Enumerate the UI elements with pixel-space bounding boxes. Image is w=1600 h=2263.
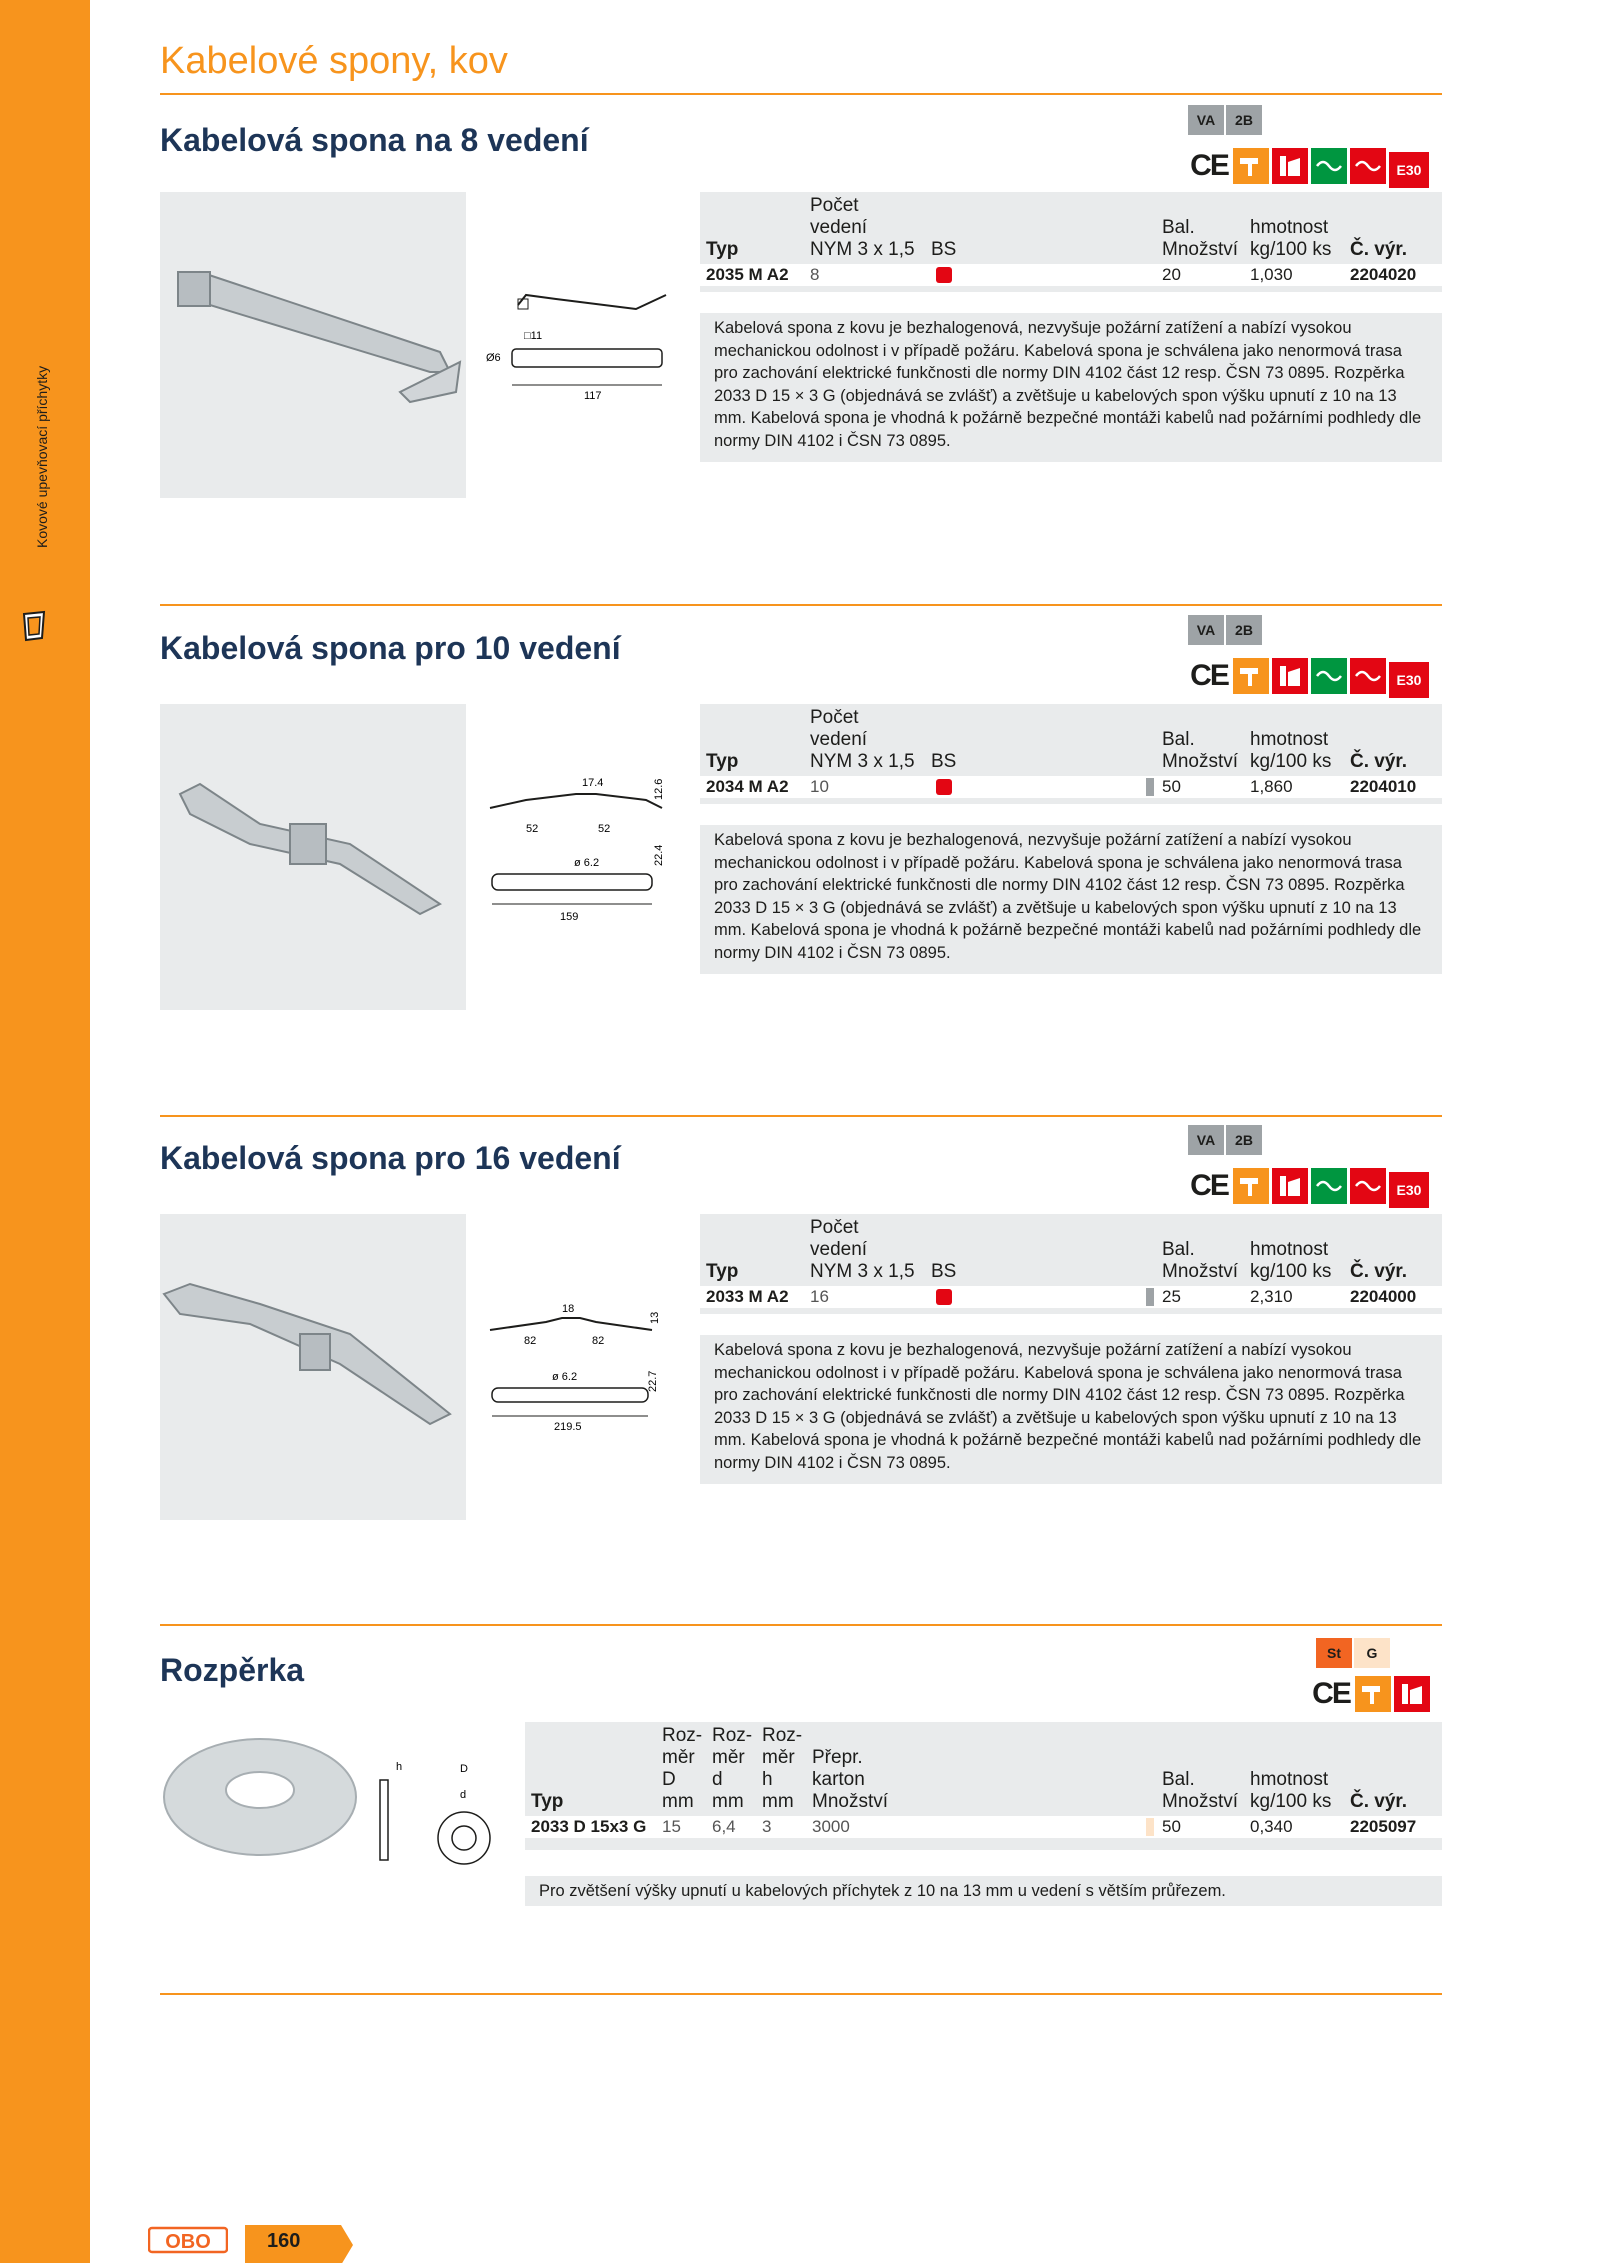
col-header: NYM 3 x 1,5 <box>810 239 915 260</box>
ce-icon: CE <box>1310 1676 1352 1712</box>
col-header: NYM 3 x 1,5 <box>810 751 915 772</box>
code-cell: 2204020 <box>1350 265 1417 284</box>
page-number: 160 <box>267 2230 301 2252</box>
dim-label: ø 6.2 <box>574 857 600 869</box>
certification-icons <box>1188 1164 1429 1208</box>
fire-protection-icon <box>1272 148 1308 184</box>
section-rule <box>160 93 1442 95</box>
col-header-type: Typ <box>706 1261 739 1282</box>
sidebar-label: Kovové upevňovací příchytky <box>34 365 50 548</box>
product-photo <box>160 192 466 498</box>
material-badge: St <box>1316 1638 1352 1668</box>
col-header: kg/100 ks <box>1250 1791 1332 1812</box>
product-description: Kabelová spona z kovu je bezhalogenová, nezvyšuje požární zatížení a nabízí vysokou mechanickou odolnost i v případě požáru. Kabelová spona je schválena jako nenormová trasa pro zachování elektrické funkčnosti dle normy DIN 4102 část 12 resp. ČSN 73 0895. Rozpěrka 2033 D 15 × 3 G (objednává se zvlášť) a zvětšuje u kabelových spon výšku upnutí z 10 na 13 mm. Kabelová spona je vhodná k požárně bezpečné montáži kabelů nad požárními podhledy dle normy DIN 4102 i ČSN 73 0895. <box>700 825 1442 974</box>
weight-cell: 0,340 <box>1250 1817 1293 1836</box>
col-header: Počet <box>810 195 859 216</box>
code-cell: 2204000 <box>1350 1287 1417 1306</box>
technical-drawing <box>486 285 676 420</box>
obo-logo <box>148 2225 228 2255</box>
col-header: mm <box>762 1791 794 1812</box>
dim-label: □11 <box>524 330 543 342</box>
type-cell: 2033 M A2 <box>706 1287 789 1306</box>
section-rule <box>160 1115 1442 1117</box>
sidebar <box>0 0 90 2263</box>
fire-icon <box>936 779 952 795</box>
col-header: Č. výr. <box>1350 1791 1408 1812</box>
row-marker <box>1146 778 1154 796</box>
col-header: Bal. <box>1162 217 1195 238</box>
type-cell: 2035 M A2 <box>706 265 789 284</box>
col-header: Počet <box>810 707 859 728</box>
dim-label: 82 <box>524 1335 537 1347</box>
section-rule <box>160 604 1442 606</box>
table-row <box>700 1286 1442 1308</box>
dim-label: 17.4 <box>582 777 604 789</box>
col-header: Roz- <box>762 1725 803 1746</box>
hammer-icon <box>1355 1676 1391 1712</box>
section-title: Kabelová spona pro 16 vedení <box>160 1140 621 1176</box>
col-header: vedení <box>810 217 868 238</box>
material-badges <box>1188 615 1262 645</box>
outdoor-icon <box>1311 1168 1347 1204</box>
code-cell: 2204010 <box>1350 777 1417 796</box>
material-badges <box>1188 1125 1262 1155</box>
col-header: kg/100 ks <box>1250 1261 1332 1282</box>
col-header: měr <box>762 1747 795 1768</box>
certification-icons <box>1310 1676 1430 1712</box>
material-badge: VA <box>1188 615 1224 645</box>
fire-protection-icon <box>1272 1168 1308 1204</box>
table-row <box>525 1816 1442 1838</box>
product-photo <box>160 704 466 1010</box>
col-header: vedení <box>810 1239 868 1260</box>
finish-badge: G <box>1354 1638 1390 1668</box>
weight-cell: 1,030 <box>1250 265 1293 284</box>
pack-cell: 50 <box>1162 777 1181 796</box>
col-header: BS <box>931 751 957 772</box>
certification-icons <box>1188 144 1429 188</box>
fire-icon <box>936 267 952 283</box>
dim-label: 22.7 <box>647 1370 659 1392</box>
product-table <box>700 704 1442 804</box>
fire-icon <box>936 1289 952 1305</box>
col-header: NYM 3 x 1,5 <box>810 1261 915 1282</box>
col-header: Počet <box>810 1217 859 1238</box>
col-header: Roz- <box>712 1725 753 1746</box>
col-header: Roz- <box>662 1725 703 1746</box>
ce-icon: CE <box>1188 658 1230 694</box>
col-header: měr <box>712 1747 745 1768</box>
section-title: Kabelová spona na 8 vedení <box>160 122 589 158</box>
ce-icon: CE <box>1188 148 1230 184</box>
section-rule <box>160 1993 1442 1995</box>
hammer-icon <box>1233 148 1269 184</box>
pack-cell: 20 <box>1162 265 1181 284</box>
col-header: mm <box>662 1791 694 1812</box>
col-header: kg/100 ks <box>1250 751 1332 772</box>
col-header: vedení <box>810 729 868 750</box>
finish-badge: 2B <box>1226 1125 1262 1155</box>
halogen-free-icon <box>1350 148 1386 184</box>
e30-badge: E30 <box>1389 152 1429 188</box>
col-header: hmotnost <box>1250 729 1329 750</box>
technical-drawing <box>486 770 676 940</box>
material-badge: VA <box>1188 105 1224 135</box>
col-header: hmotnost <box>1250 1239 1329 1260</box>
weight-cell: 1,860 <box>1250 777 1293 796</box>
col-header: Množství <box>1162 1791 1239 1812</box>
col-header: Bal. <box>1162 729 1195 750</box>
certification-icons <box>1188 654 1429 698</box>
dim-label: h <box>396 1761 403 1773</box>
halogen-free-icon <box>1350 1168 1386 1204</box>
col-header-type: Typ <box>531 1791 564 1812</box>
dim-label: 22.4 <box>653 844 665 866</box>
cable-clip-icon <box>20 606 50 646</box>
product-description: Pro zvětšení výšky upnutí u kabelových příchytek z 10 na 13 mm u vedení s větším průřezem. <box>525 1876 1442 1906</box>
count-cell: 8 <box>810 265 820 284</box>
e30-badge: E30 <box>1389 1172 1429 1208</box>
e30-badge: E30 <box>1389 662 1429 698</box>
col-header: Bal. <box>1162 1239 1195 1260</box>
type-cell: 2034 M A2 <box>706 777 789 796</box>
col-header: d <box>712 1769 723 1790</box>
code-cell: 2205097 <box>1350 1817 1417 1836</box>
fire-protection-icon <box>1394 1676 1430 1712</box>
dim-label: d <box>460 1789 467 1801</box>
col-header: Množství <box>1162 751 1239 772</box>
material-badge: VA <box>1188 1125 1224 1155</box>
product-description: Kabelová spona z kovu je bezhalogenová, nezvyšuje požární zatížení a nabízí vysokou mechanickou odolnost i v případě požáru. Kabelová spona je schválena jako nenormová trasa pro zachování elektrické funkčnosti dle normy DIN 4102 část 12 resp. ČSN 73 0895. Rozpěrka 2033 D 15 × 3 G (objednává se zvlášť) a zvětšuje u kabelových spon výšku upnutí z 10 na 13 mm. Kabelová spona je vhodná k požárně bezpečné montáži kabelů nad požárními podhledy dle normy DIN 4102 i ČSN 73 0895. <box>700 313 1442 462</box>
product-photo <box>160 1214 466 1520</box>
product-table <box>525 1722 1442 1850</box>
dim-label: Ø6 <box>486 352 501 364</box>
ce-icon: CE <box>1188 1168 1230 1204</box>
product-photo <box>160 1722 360 1872</box>
dim-label: 12.6 <box>653 778 665 800</box>
weight-cell: 2,310 <box>1250 1287 1293 1306</box>
dim-label: 117 <box>584 390 602 402</box>
technical-drawing <box>368 1758 508 1868</box>
dim-label: 52 <box>598 823 611 835</box>
inner-diameter-cell: 6,4 <box>712 1817 736 1836</box>
outdoor-icon <box>1311 658 1347 694</box>
pack-cell: 25 <box>1162 1287 1181 1306</box>
product-table <box>700 192 1442 292</box>
dim-label: ø 6.2 <box>552 1371 578 1383</box>
outer-diameter-cell: 15 <box>662 1817 681 1836</box>
col-header: Bal. <box>1162 1769 1195 1790</box>
col-header: karton <box>812 1769 865 1790</box>
fire-protection-icon <box>1272 658 1308 694</box>
col-header: Množství <box>1162 1261 1239 1282</box>
col-header: h <box>762 1769 773 1790</box>
finish-badge: 2B <box>1226 615 1262 645</box>
row-marker <box>1146 1288 1154 1306</box>
product-table <box>700 1214 1442 1314</box>
finish-badge: 2B <box>1226 105 1262 135</box>
material-badges <box>1316 1638 1390 1668</box>
col-header: Množství <box>1162 239 1239 260</box>
page-title: Kabelové spony, kov <box>160 40 508 82</box>
row-marker <box>1146 1818 1154 1836</box>
col-header: Množství <box>812 1791 889 1812</box>
type-cell: 2033 D 15x3 G <box>531 1817 647 1836</box>
col-header: mm <box>712 1791 744 1812</box>
col-header: měr <box>662 1747 695 1768</box>
dim-label: 18 <box>562 1303 575 1315</box>
count-cell: 10 <box>810 777 829 796</box>
hammer-icon <box>1233 1168 1269 1204</box>
section-title: Rozpěrka <box>160 1652 305 1688</box>
material-badges <box>1188 105 1262 135</box>
dim-label: 52 <box>526 823 539 835</box>
col-header: hmotnost <box>1250 217 1329 238</box>
logo-text: OBO <box>165 2231 211 2253</box>
dim-label: 82 <box>592 1335 605 1347</box>
col-header: kg/100 ks <box>1250 239 1332 260</box>
carton-cell: 3000 <box>812 1817 850 1836</box>
section-rule <box>160 1624 1442 1626</box>
pack-cell: 50 <box>1162 1817 1181 1836</box>
col-header: BS <box>931 239 957 260</box>
dim-label: 219.5 <box>554 1421 582 1433</box>
technical-drawing <box>486 1300 676 1440</box>
table-row <box>700 776 1442 798</box>
dim-label: 13 <box>649 1311 661 1324</box>
col-header: Č. výr. <box>1350 1261 1408 1282</box>
col-header: D <box>662 1769 676 1790</box>
halogen-free-icon <box>1350 658 1386 694</box>
col-header: BS <box>931 1261 957 1282</box>
outdoor-icon <box>1311 148 1347 184</box>
col-header: Č. výr. <box>1350 751 1408 772</box>
dim-label: 159 <box>560 911 579 923</box>
col-header-type: Typ <box>706 239 739 260</box>
count-cell: 16 <box>810 1287 829 1306</box>
table-row <box>700 264 1442 286</box>
col-header: Č. výr. <box>1350 239 1408 260</box>
product-description: Kabelová spona z kovu je bezhalogenová, nezvyšuje požární zatížení a nabízí vysokou mechanickou odolnost i v případě požáru. Kabelová spona je schválena jako nenormová trasa pro zachování elektrické funkčnosti dle normy DIN 4102 část 12 resp. ČSN 73 0895. Rozpěrka 2033 D 15 × 3 G (objednává se zvlášť) a zvětšuje u kabelových spon výšku upnutí z 10 na 13 mm. Kabelová spona je vhodná k požárně bezpečné montáži kabelů nad požárními podhledy dle normy DIN 4102 i ČSN 73 0895. <box>700 1335 1442 1484</box>
dim-label: D <box>460 1763 468 1775</box>
col-header: Přepr. <box>812 1747 863 1768</box>
col-header-type: Typ <box>706 751 739 772</box>
height-cell: 3 <box>762 1817 772 1836</box>
col-header: hmotnost <box>1250 1769 1329 1790</box>
section-title: Kabelová spona pro 10 vedení <box>160 630 621 666</box>
hammer-icon <box>1233 658 1269 694</box>
